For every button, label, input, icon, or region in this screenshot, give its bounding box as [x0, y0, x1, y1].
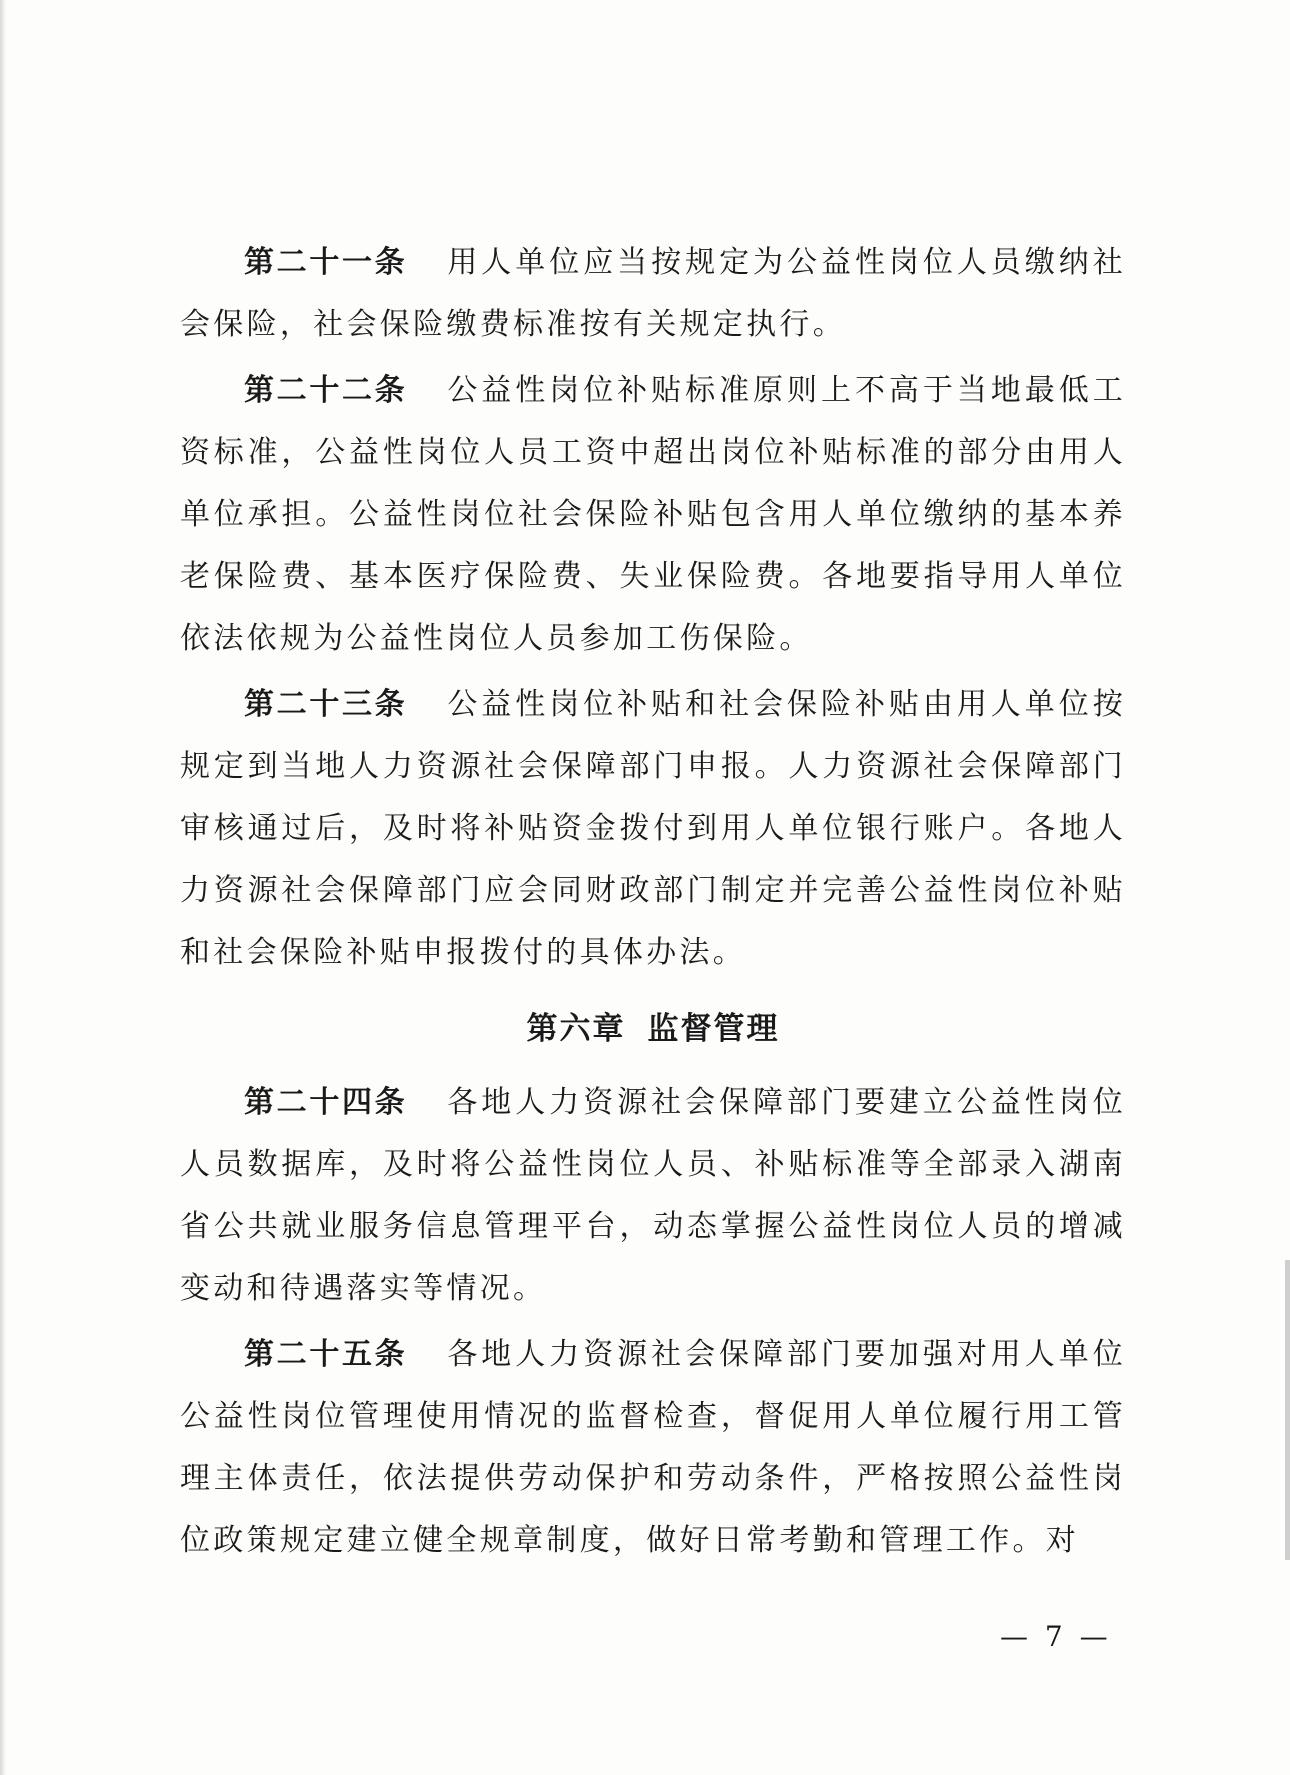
chapter-title: 监督管理: [647, 1011, 780, 1047]
article-number: 第二十一条: [244, 245, 408, 280]
article-text: 各地人力资源社会保障部门要建立公益性岗位人员数据库，及时将公益性岗位人员、补贴标准等全部录入湖南省公共就业服务信息管理平台，动态掌握公益性岗位人员的增减变动和待遇落实等情况。: [180, 1085, 1127, 1306]
article-number: 第二十二条: [244, 373, 408, 408]
scan-edge-left: [0, 0, 6, 1775]
page-number: — 7 —: [1000, 1620, 1112, 1653]
article-22: [180, 360, 1126, 670]
chapter-number: 第六章: [526, 1011, 626, 1047]
document-body: [180, 232, 1126, 1572]
article-text: 各地人力资源社会保障部门要加强对用人单位公益性岗位管理使用情况的监督检查，督促用人单位履行用工管理主体责任，依法提供劳动保护和劳动条件，严格按照公益性岗位政策规定建立健全规章制度，做好日常考勤和管理工作。对: [180, 1337, 1127, 1558]
scan-edge-right: [1285, 1260, 1290, 1560]
article-text: 公益性岗位补贴标准原则上不高于当地最低工资标准，公益性岗位人员工资中超出岗位补贴标准的部分由用人单位承担。公益性岗位社会保险补贴包含用人单位缴纳的基本养老保险费、基本医疗保险费、失业保险费。各地要指导用人单位依法依规为公益性岗位人员参加工伤保险。: [180, 373, 1127, 656]
chapter-heading: [180, 1004, 1126, 1054]
article-number: 第二十三条: [244, 687, 408, 722]
article-number: 第二十五条: [244, 1337, 408, 1372]
article-24: [180, 1072, 1126, 1320]
article-23: [180, 674, 1126, 984]
article-25: [180, 1324, 1126, 1572]
article-text: 公益性岗位补贴和社会保险补贴由用人单位按规定到当地人力资源社会保障部门申报。人力资源社会保障部门审核通过后，及时将补贴资金拨付到用人单位银行账户。各地人力资源社会保障部门应会同财政部门制定并完善公益性岗位补贴和社会保险补贴申报拨付的具体办法。: [180, 687, 1127, 970]
article-text: 用人单位应当按规定为公益性岗位人员缴纳社会保险，社会保险缴费标准按有关规定执行。: [180, 245, 1127, 342]
article-number: 第二十四条: [244, 1085, 408, 1120]
article-21: [180, 232, 1126, 356]
